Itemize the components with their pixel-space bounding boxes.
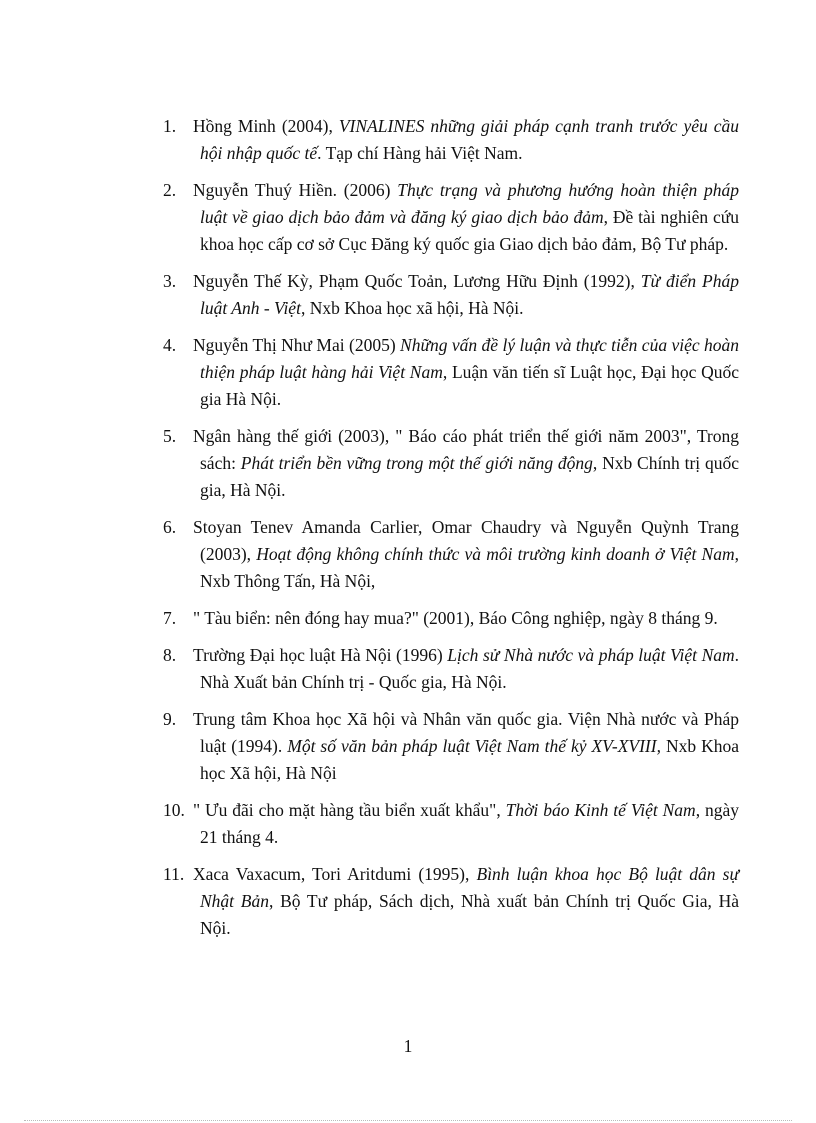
reference-title: Hoạt động không chính thức và môi trường kinh doanh ở Việt Nam bbox=[256, 544, 735, 564]
reference-title: VINALINES những giải pháp cạnh tranh trước yêu cầu hội nhập quốc tế bbox=[200, 116, 740, 163]
reference-author: " Tàu biển: nên đóng hay mua?" (2001), Báo Công nghiệp, ngày 8 tháng 9. bbox=[193, 608, 718, 628]
reference-title: Thực trạng và phương hướng hoàn thiện pháp luật về giao dịch bảo đảm và đăng ký giao dịch bảo đảm bbox=[200, 180, 739, 227]
reference-publisher: , ngày 21 tháng 4. bbox=[200, 800, 739, 847]
reference-author: Nguyễn Thế Kỳ, Phạm Quốc Toản, Lương Hữu Định (1992), bbox=[193, 271, 641, 291]
reference-author: Trung tâm Khoa học Xã hội và Nhân văn quốc gia. Viện Nhà nước và Pháp luật (1994). bbox=[193, 709, 739, 756]
reference-publisher: , Nxb Chính trị quốc gia, Hà Nội. bbox=[200, 453, 739, 500]
reference-item bbox=[133, 514, 739, 595]
reference-publisher: . Nhà Xuất bản Chính trị - Quốc gia, Hà Nội. bbox=[200, 645, 739, 692]
reference-number: 8. bbox=[163, 645, 177, 665]
reference-publisher: , Nxb Thông Tấn, Hà Nội, bbox=[200, 544, 739, 591]
reference-number: 3. bbox=[163, 271, 177, 291]
reference-number: 1. bbox=[163, 116, 177, 136]
reference-item bbox=[133, 706, 739, 787]
reference-number: 5. bbox=[163, 426, 177, 446]
reference-item bbox=[133, 177, 739, 258]
reference-title: Một số văn bản pháp luật Việt Nam thế kỷ XV-XVIII, bbox=[287, 736, 661, 756]
reference-item bbox=[133, 797, 739, 851]
reference-author: Nguyễn Thị Như Mai (2005) bbox=[193, 335, 401, 355]
reference-publisher: . Tạp chí Hàng hải Việt Nam. bbox=[317, 143, 523, 163]
reference-title: Phát triển bền vững trong một thế giới năng động bbox=[240, 453, 593, 473]
reference-item bbox=[133, 861, 739, 942]
reference-title: Lịch sử Nhà nước và pháp luật Việt Nam bbox=[447, 645, 735, 665]
reference-item bbox=[133, 423, 739, 504]
reference-number: 6. bbox=[163, 517, 177, 537]
reference-publisher: , Bộ Tư pháp, Sách dịch, Nhà xuất bản Chính trị Quốc Gia, Hà Nội. bbox=[200, 891, 739, 938]
reference-title: Thời báo Kinh tế Việt Nam bbox=[505, 800, 696, 820]
reference-author: " Ưu đãi cho mặt hàng tầu biển xuất khẩu", bbox=[193, 800, 506, 820]
reference-list bbox=[133, 113, 739, 952]
reference-item bbox=[133, 605, 739, 632]
reference-publisher: , Đề tài nghiên cứu khoa học cấp cơ sở Cục Đăng ký quốc gia Giao dịch bảo đảm, Bộ Tư pháp. bbox=[200, 207, 740, 254]
reference-number: 7. bbox=[163, 608, 177, 628]
reference-author: Xaca Vaxacum, Tori Aritdumi (1995), bbox=[193, 864, 477, 884]
reference-number: 11. bbox=[163, 864, 185, 884]
reference-title: Từ điển Pháp luật Anh - Việt bbox=[200, 271, 739, 318]
reference-item bbox=[133, 268, 739, 322]
reference-number: 2. bbox=[163, 180, 177, 200]
reference-author: Stoyan Tenev Amanda Carlier, Omar Chaudry và Nguyễn Quỳnh Trang (2003), bbox=[193, 517, 739, 564]
reference-author: Nguyễn Thuý Hiền. (2006) bbox=[193, 180, 398, 200]
reference-number: 4. bbox=[163, 335, 177, 355]
reference-author: Trường Đại học luật Hà Nội (1996) bbox=[193, 645, 448, 665]
reference-item bbox=[133, 113, 739, 167]
reference-title: Những vấn đề lý luận và thực tiễn của việc hoàn thiện pháp luật hàng hải Việt Nam bbox=[200, 335, 740, 382]
reference-publisher: , Nxb Khoa học xã hội, Hà Nội. bbox=[300, 298, 524, 318]
reference-publisher: , Luận văn tiến sĩ Luật học, Đại học Quốc gia Hà Nội. bbox=[200, 362, 739, 409]
reference-item bbox=[133, 642, 739, 696]
page-bottom-divider bbox=[24, 1120, 792, 1121]
reference-item bbox=[133, 332, 739, 413]
reference-author: Ngân hàng thế giới (2003), " Báo cáo phát triển thế giới năm 2003", Trong sách: bbox=[193, 426, 739, 473]
reference-number: 9. bbox=[163, 709, 177, 729]
reference-author: Hồng Minh (2004), bbox=[193, 116, 339, 136]
page-number: 1 bbox=[403, 1036, 413, 1056]
reference-publisher: Nxb Khoa học Xã hội, Hà Nội bbox=[200, 736, 739, 783]
reference-title: Bình luận khoa học Bộ luật dân sự Nhật Bản bbox=[200, 864, 740, 911]
reference-number: 10. bbox=[163, 800, 185, 820]
